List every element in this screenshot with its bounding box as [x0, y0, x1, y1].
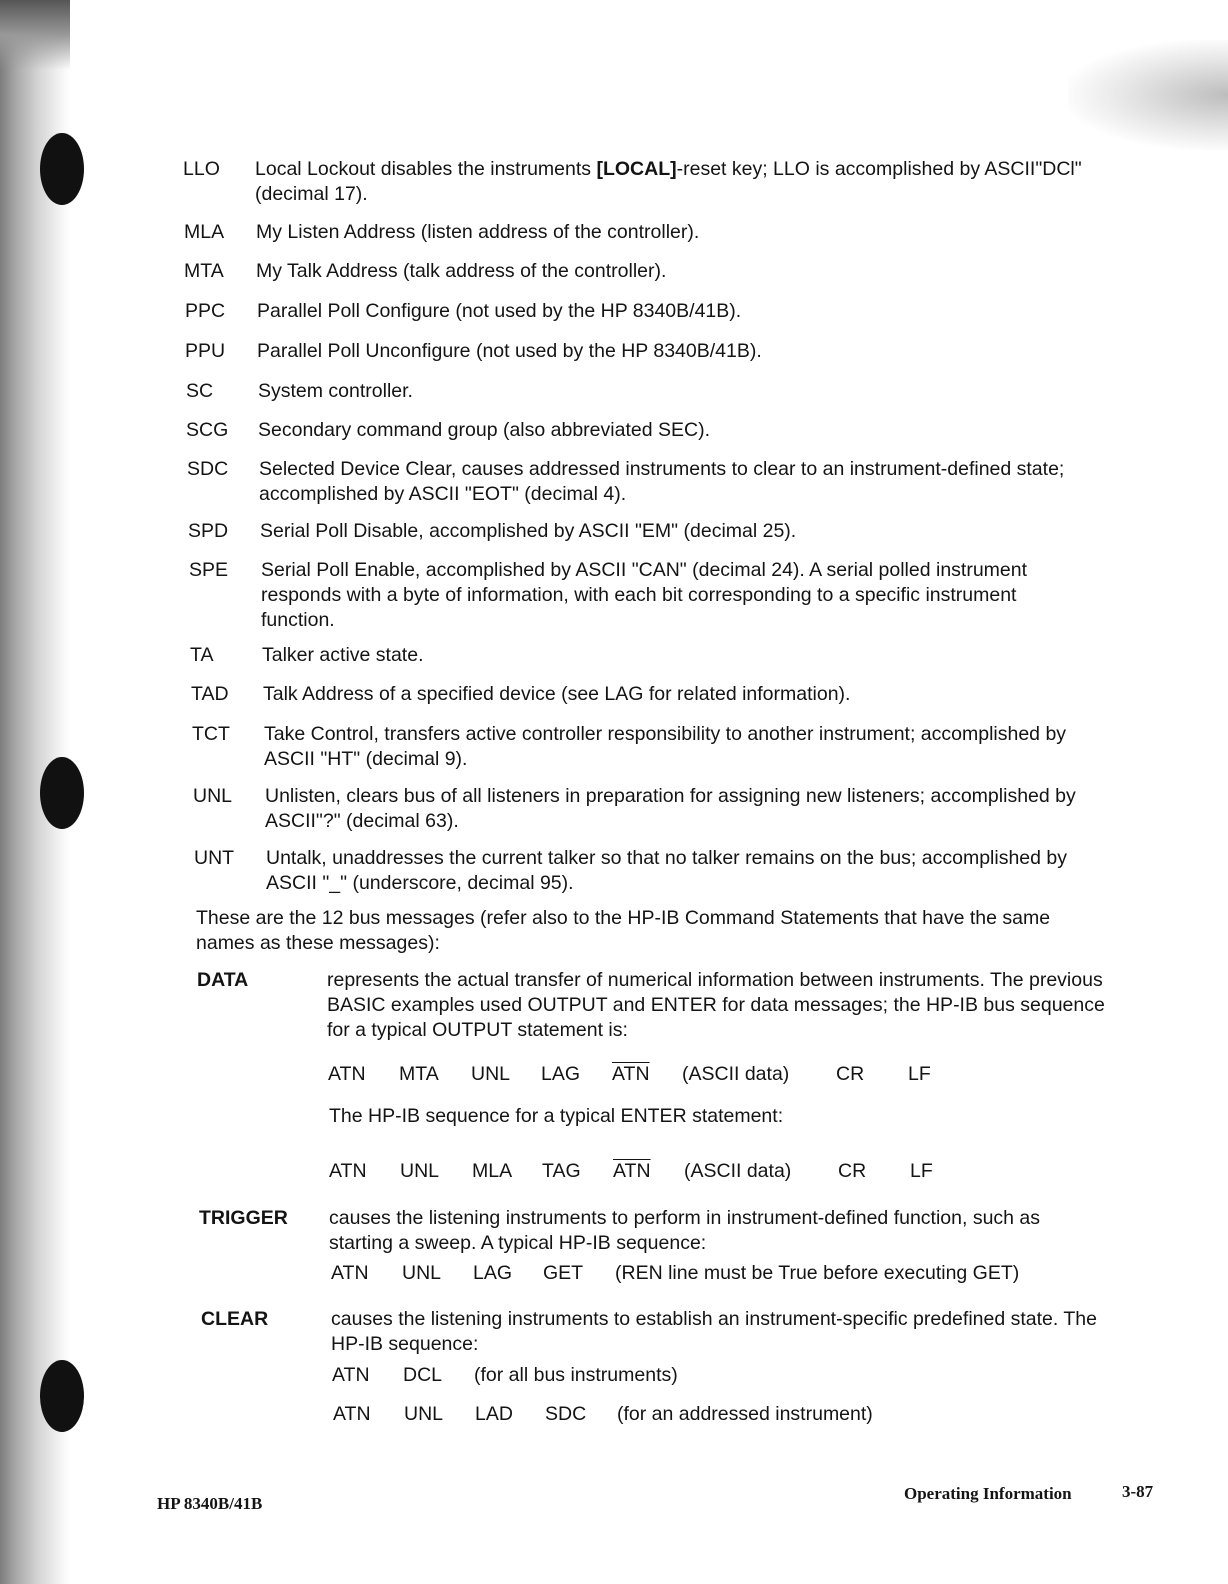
definition-desc: Serial Poll Disable, accomplished by ASCII "EM" (decimal 25). — [260, 520, 797, 542]
seq-token: (ASCII data) — [684, 1160, 792, 1182]
enter-sequence-intro: The HP-IB sequence for a typical ENTER statement: — [329, 1105, 784, 1127]
definition-term: MLA — [184, 221, 225, 243]
seq-token: LAG — [473, 1262, 513, 1284]
seq-token: MLA — [472, 1160, 513, 1182]
definition-desc: My Listen Address (listen address of the controller). — [256, 221, 700, 243]
definition-term: SPD — [188, 520, 229, 542]
seq-token: (ASCII data) — [682, 1063, 790, 1085]
seq-token: ATN — [331, 1262, 369, 1284]
definition-term: SPE — [189, 559, 229, 581]
message-term: CLEAR — [201, 1308, 269, 1330]
definition-desc: Parallel Poll Configure (not used by the HP 8340B/41B). — [257, 300, 742, 322]
seq-token: LF — [910, 1160, 933, 1182]
definition-term: TA — [190, 644, 214, 666]
seq-token: CR — [836, 1063, 865, 1085]
seq-token: ATN — [333, 1403, 371, 1425]
definition-desc: Talker active state. — [262, 644, 424, 666]
seq-token-atn-false: $\overline{ATN}$ — [613, 1160, 651, 1182]
definition-desc: Take Control, transfers active controller responsibility to another instrument; accomplished by ASCII "HT" (decimal 9). — [264, 723, 1067, 770]
definition-term: PPU — [185, 340, 226, 362]
message-desc: represents the actual transfer of numerical information between instruments. The previous BASIC examples used OUTPUT and ENTER for data messages; the HP-IB bus sequence for a typical OUTPUT statement is: — [327, 969, 1105, 1041]
definition-term: UNT — [194, 847, 235, 869]
seq-token: SDC — [545, 1403, 587, 1425]
seq-token: ATN — [329, 1160, 367, 1182]
seq-token: UNL — [400, 1160, 440, 1182]
definition-desc: Parallel Poll Unconfigure (not used by the HP 8340B/41B). — [257, 340, 762, 362]
seq-token: UNL — [404, 1403, 444, 1425]
footer-model: HP 8340B/41B — [157, 1494, 263, 1513]
page-corner-shadow — [1068, 40, 1228, 150]
seq-token: (for all bus instruments) — [474, 1364, 678, 1386]
definition-desc: System controller. — [258, 380, 413, 402]
binding-top-shadow — [0, 0, 70, 70]
seq-token-atn-false: $\overline{ATN}$ — [612, 1063, 650, 1085]
definition-term: SDC — [187, 458, 229, 480]
footer-section: Operating Information — [904, 1484, 1072, 1503]
definition-term: TCT — [192, 723, 230, 745]
seq-token: UNL — [402, 1262, 442, 1284]
seq-token: TAG — [542, 1160, 581, 1182]
punch-hole-bottom — [40, 1360, 84, 1432]
message-desc: causes the listening instruments to establish an instrument-specific predefined state. The HP-IB sequence: — [331, 1308, 1097, 1355]
seq-token: LF — [908, 1063, 931, 1085]
definition-term: SCG — [186, 419, 229, 441]
footer-page-number: 3-87 — [1122, 1482, 1154, 1501]
bus-messages-intro: These are the 12 bus messages (refer also to the HP-IB Command Statements that have the same names as these messages): — [196, 907, 1051, 954]
seq-token: (for an addressed instrument) — [617, 1403, 873, 1425]
message-term: TRIGGER — [199, 1207, 288, 1229]
seq-token: CR — [838, 1160, 867, 1182]
definition-desc: Talk Address of a specified device (see LAG for related information). — [263, 683, 851, 705]
seq-token: DCL — [403, 1364, 443, 1386]
definition-term: UNL — [193, 785, 233, 807]
seq-token: MTA — [399, 1063, 439, 1085]
definition-desc: Selected Device Clear, causes addressed instruments to clear to an instrument-defined state; accomplished by ASCII "EOT" (decimal 4). — [259, 458, 1065, 505]
definition-desc: Serial Poll Enable, accomplished by ASCII "CAN" (decimal 24). A serial polled instrument responds with a byte of information, with each bit corresponding to a specific instrument function. — [261, 559, 1028, 631]
punch-hole-middle — [40, 757, 84, 829]
definition-desc: Secondary command group (also abbreviated SEC). — [258, 419, 710, 441]
seq-token: LAG — [541, 1063, 581, 1085]
definition-term: TAD — [191, 683, 229, 705]
definition-desc: Unlisten, clears bus of all listeners in preparation for assigning new listeners; accomplished by ASCII"?" (decimal 63). — [265, 785, 1076, 832]
definition-term: PPC — [185, 300, 226, 322]
definition-desc: Local Lockout disables the instruments [LOCAL]-reset key; LLO is accomplished by ASCII"DCl" (decimal 17). — [255, 158, 1082, 205]
message-term: DATA — [197, 969, 249, 991]
definition-desc: My Talk Address (talk address of the controller). — [256, 260, 667, 282]
seq-token: LAD — [475, 1403, 513, 1425]
seq-token: ATN — [328, 1063, 366, 1085]
seq-token: ATN — [332, 1364, 370, 1386]
definition-term: MTA — [184, 260, 224, 282]
punch-hole-top — [40, 133, 84, 205]
definition-term: LLO — [183, 158, 220, 180]
definition-term: SC — [186, 380, 214, 402]
message-desc: causes the listening instruments to perform in instrument-defined function, such as starting a sweep. A typical HP-IB sequence: — [329, 1207, 1041, 1254]
seq-token: GET — [543, 1262, 584, 1284]
seq-token: UNL — [471, 1063, 511, 1085]
seq-token: (REN line must be True before executing GET) — [615, 1262, 1020, 1284]
definition-desc: Untalk, unaddresses the current talker so that no talker remains on the bus; accomplished by ASCII "_" (underscore, decimal 95). — [266, 847, 1068, 894]
